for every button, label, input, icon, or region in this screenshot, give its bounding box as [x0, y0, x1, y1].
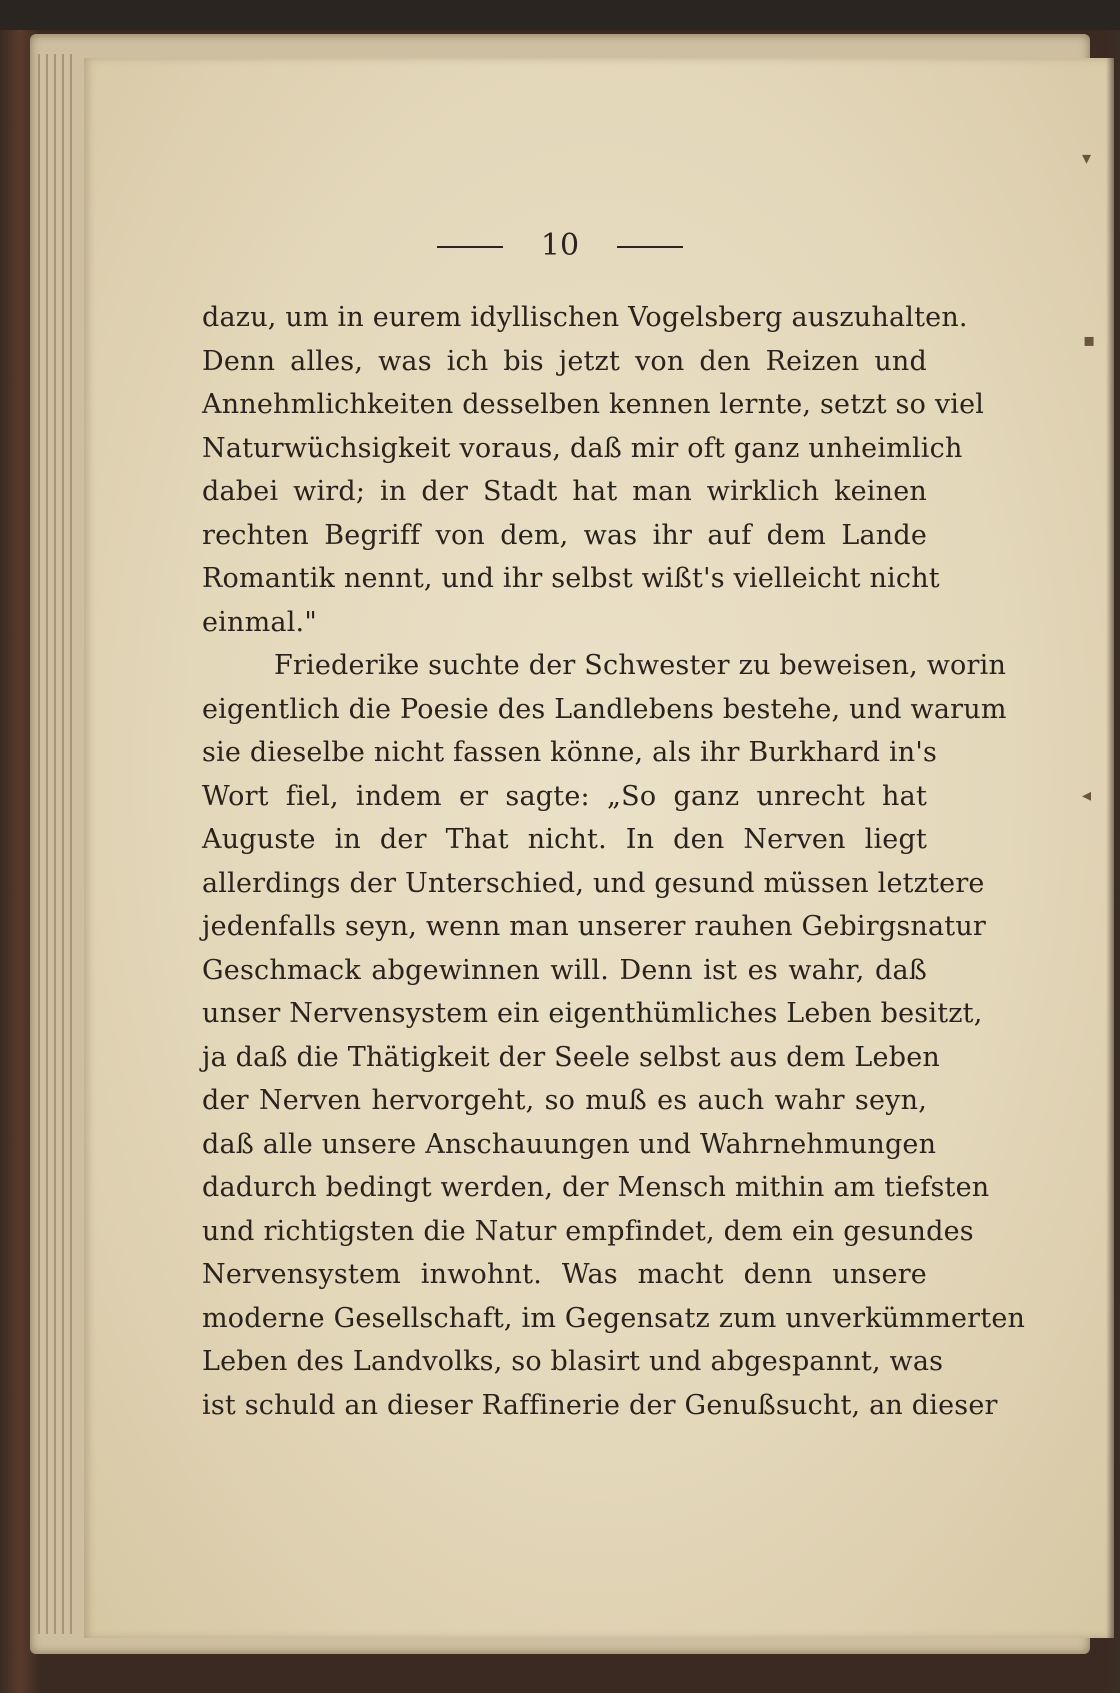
body-text: [202, 296, 1026, 1427]
ink-spot: ▾: [1082, 148, 1092, 169]
text-line: Romantik nennt, und ihr selbst wißt's vielleicht nicht: [202, 563, 940, 594]
header-dash-left: [437, 246, 503, 248]
page-edge-line: [46, 54, 48, 1634]
text-line: einmal.": [202, 606, 317, 638]
binding-shadow: [1106, 30, 1120, 1693]
text-line: und richtigsten die Natur empfindet, dem ein gesundes: [202, 1215, 974, 1247]
text-line: ist schuld an dieser Raffinerie der Genußsucht, an dieser: [202, 1389, 998, 1421]
header-dash-right: [617, 246, 683, 248]
text-line: Leben des Landvolks, so blasirt und abgespannt, was: [202, 1346, 944, 1377]
text-line: der Nerven hervorgeht, so muß es auch wahr seyn,: [202, 1085, 927, 1116]
text-line: Friederike suchte der Schwester zu beweisen, worin: [274, 650, 1007, 681]
page-edge-line: [38, 54, 40, 1634]
text-line: eigentlich die Poesie des Landlebens bestehe, und warum: [202, 693, 1007, 725]
text-line: Naturwüchsigkeit voraus, daß mir oft ganz unheimlich: [202, 432, 963, 464]
text-line: ja daß die Thätigkeit der Seele selbst aus dem Leben: [202, 1041, 940, 1073]
text-line: moderne Gesellschaft, im Gegensatz zum unverkümmerten: [202, 1302, 1026, 1334]
text-line: Wort fiel, indem er sagte: „So ganz unrecht hat: [202, 780, 927, 812]
text-line: Geschmack abgewinnen will. Denn ist es wahr, daß: [202, 954, 927, 986]
text-line: daß alle unsere Anschauungen und Wahrnehmungen: [202, 1128, 937, 1160]
text-line: Nervensystem inwohnt. Was macht denn unsere: [202, 1259, 927, 1290]
page-number: 10: [540, 228, 580, 263]
text-line: sie dieselbe nicht fassen könne, als ihr Burkhard in's: [202, 737, 938, 768]
text-line: Annehmlichkeiten desselben kennen lernte, setzt so viel: [202, 389, 985, 420]
text-line: allerdings der Unterschied, und gesund müssen letztere: [202, 867, 985, 899]
page-edge-line: [70, 54, 72, 1634]
page-edge-line: [54, 54, 56, 1634]
text-line: Auguste in der That nicht. In den Nerven liegt: [202, 824, 927, 855]
page-edge-line: [62, 54, 64, 1634]
ink-spot: ◂: [1082, 785, 1092, 806]
text-line: jedenfalls seyn, wenn man unserer rauhen Gebirgsnatur: [202, 911, 987, 942]
text-line: Denn alles, was ich bis jetzt von den Reizen und: [202, 345, 927, 377]
text-line: unser Nervensystem ein eigenthümliches Leben besitzt,: [202, 998, 983, 1029]
ink-spot: ▪: [1083, 330, 1096, 351]
text-line: dabei wird; in der Stadt hat man wirklich keinen: [202, 476, 927, 507]
text-line: dazu, um in eurem idyllischen Vogelsberg auszuhalten.: [202, 302, 968, 333]
text-line: dadurch bedingt werden, der Mensch mithin am tiefsten: [202, 1172, 990, 1203]
text-line: rechten Begriff von dem, was ihr auf dem Lande: [202, 519, 927, 551]
page-header: [0, 228, 1120, 263]
